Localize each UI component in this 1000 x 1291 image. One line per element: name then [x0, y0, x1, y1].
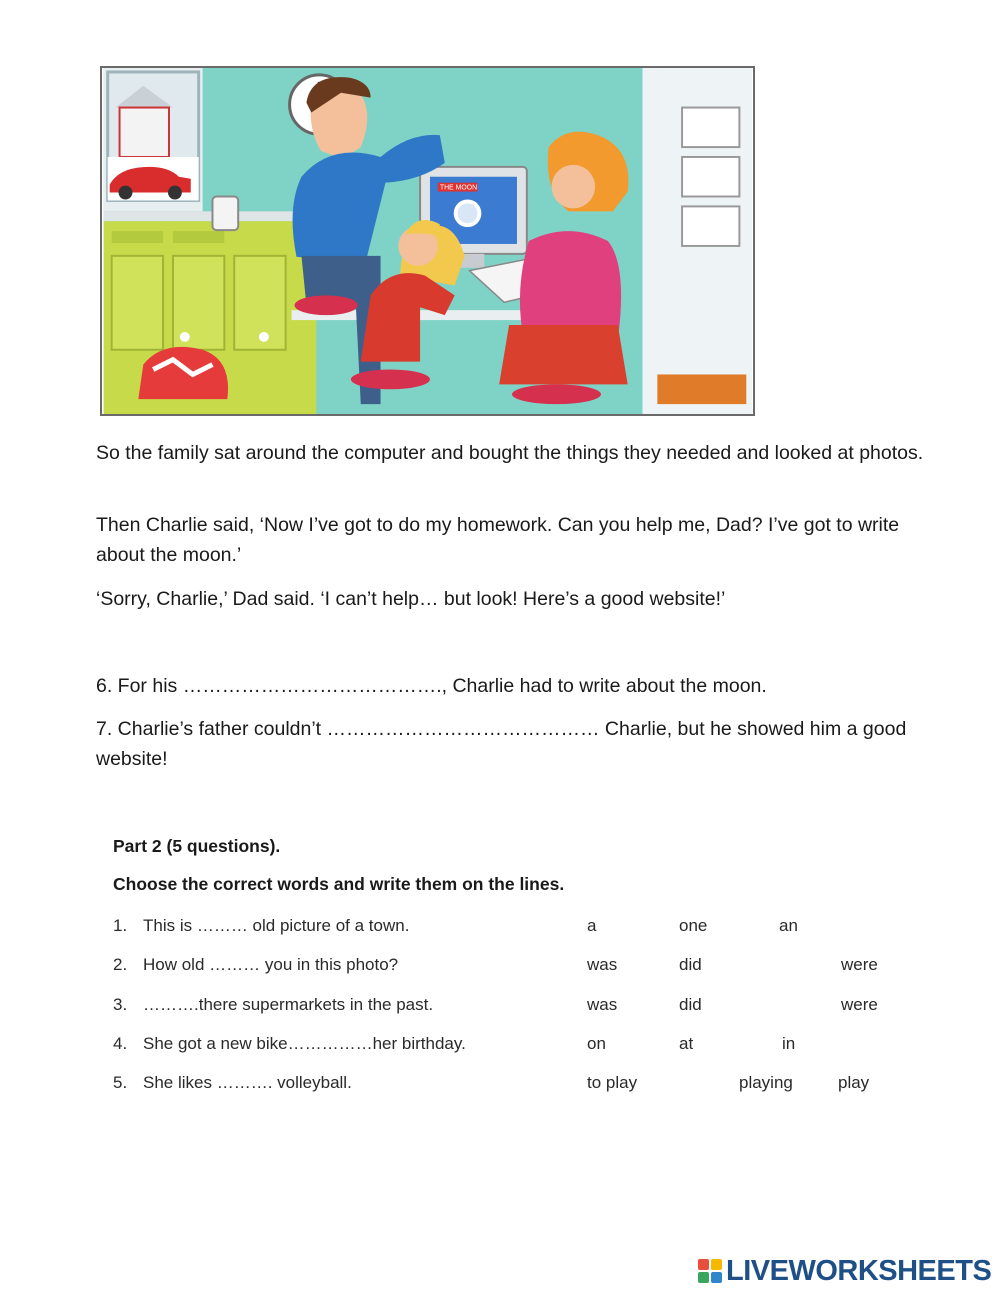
option-word: on	[587, 1034, 606, 1053]
part2-title: Part 2 (5 questions).	[113, 836, 281, 856]
option-word: playing	[739, 1073, 793, 1092]
liveworksheets-logo[interactable]	[698, 1253, 991, 1289]
item-number: 3.	[113, 995, 128, 1014]
option-word: play	[838, 1073, 870, 1092]
option-word: an	[779, 916, 798, 935]
option-word: to play	[587, 1073, 638, 1092]
exercise-row-3	[113, 995, 913, 1021]
item-text[interactable]: She likes ………. volleyball.	[143, 1073, 352, 1092]
item-number: 5.	[113, 1073, 128, 1092]
item-text[interactable]: This is ……… old picture of a town.	[143, 916, 410, 935]
screen-title: THE MOON	[439, 184, 478, 192]
item-number: 1.	[113, 916, 128, 935]
option-word: were	[841, 955, 878, 974]
option-word: did	[679, 995, 702, 1014]
option-word: at	[679, 1034, 694, 1053]
option-word: did	[679, 955, 702, 974]
story-paragraph-3: ‘Sorry, Charlie,’ Dad said. ‘I can’t help… but look! Here’s a good website!’	[96, 588, 726, 610]
item-text[interactable]: ……….there supermarkets in the past.	[143, 995, 434, 1014]
option-word: was	[587, 955, 618, 974]
logo-text: LIVEWORKSHEETS	[726, 1254, 992, 1287]
exercise-row-2	[113, 955, 913, 981]
question-7[interactable]: 7. Charlie’s father couldn’t …………………………………… Charlie, but he showed him a good website!	[96, 718, 907, 770]
story-paragraph-2: Then Charlie said, ‘Now I’ve got to do my homework. Can you help me, Dad? I’ve got to write about the moon.’	[96, 514, 900, 566]
exercise-row-1	[113, 916, 913, 942]
option-word: was	[587, 995, 618, 1014]
exercise-row-4	[113, 1034, 913, 1060]
story-paragraph-1: So the family sat around the computer and bought the things they needed and looked at photos.	[96, 442, 924, 464]
item-text[interactable]: How old ……… you in this photo?	[143, 955, 399, 974]
item-text[interactable]: She got a new bike……………her birthday.	[143, 1034, 466, 1053]
question-6[interactable]: 6. For his …………………………………., Charlie had to write about the moon.	[96, 675, 767, 697]
exercise-row-5	[113, 1073, 913, 1099]
item-number: 2.	[113, 955, 128, 974]
part2-instruction: Choose the correct words and write them on the lines.	[113, 874, 565, 894]
option-word: in	[782, 1034, 796, 1053]
option-word: were	[841, 995, 878, 1014]
item-number: 4.	[113, 1034, 128, 1053]
family-at-computer-illustration	[100, 66, 755, 416]
liveworksheets-logo-icon	[698, 1259, 722, 1283]
option-word: one	[679, 916, 708, 935]
option-word: a	[587, 916, 597, 935]
